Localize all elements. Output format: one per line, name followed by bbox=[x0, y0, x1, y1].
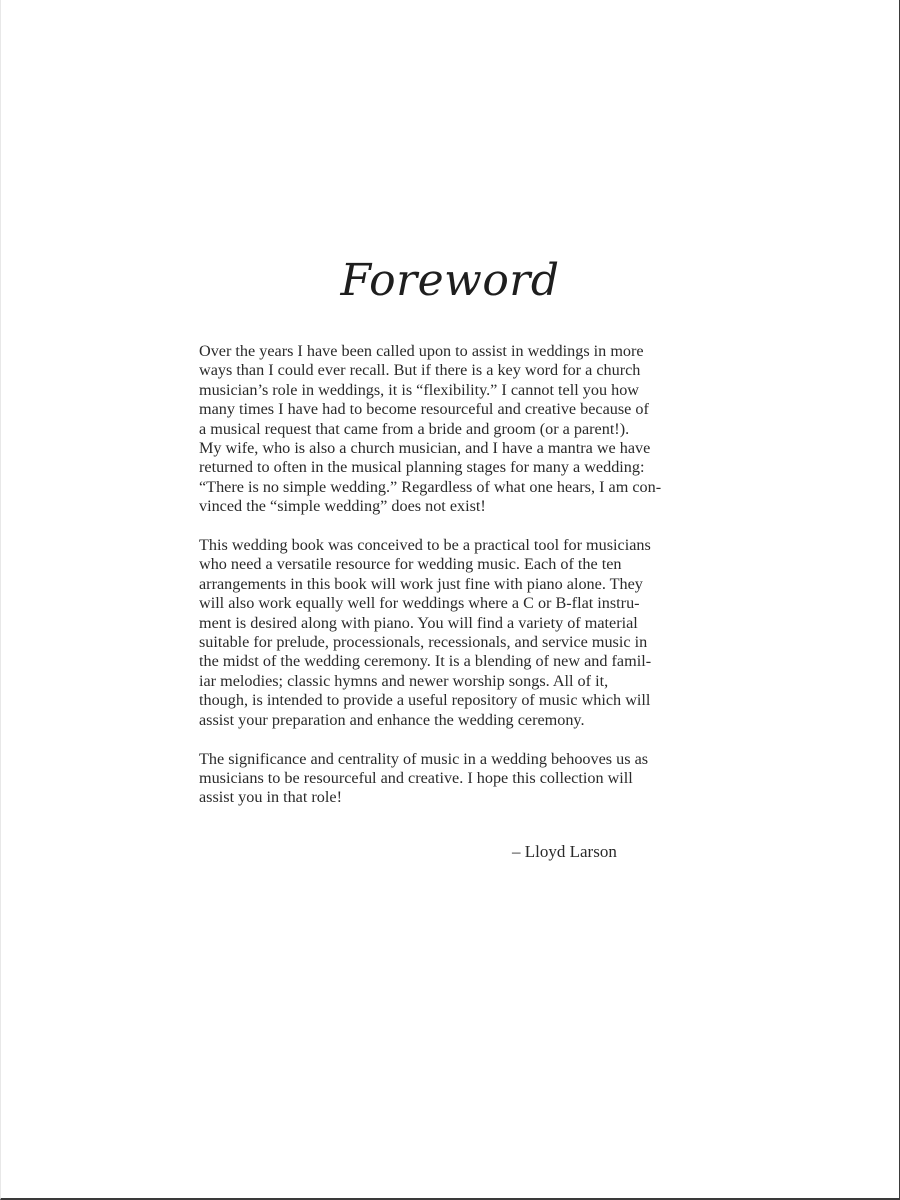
text-line: Over the years I have been called upon to assist in weddings in more bbox=[199, 342, 644, 360]
foreword-body bbox=[199, 342, 699, 827]
text-line: musician’s role in weddings, it is “flexibility.” I cannot tell you how bbox=[199, 380, 639, 399]
text-line: musicians to be resourceful and creative. I hope this collection will bbox=[199, 768, 633, 787]
text-line: though, is intended to provide a useful repository of music which will bbox=[199, 691, 651, 710]
text-line: who need a versatile resource for wedding music. Each of the ten bbox=[199, 555, 622, 574]
text-line: arrangements in this book will work just fine with piano alone. They bbox=[199, 574, 643, 593]
text-line: assist your preparation and enhance the wedding ceremony. bbox=[199, 710, 585, 729]
text-line: ment is desired along with piano. You will find a variety of material bbox=[199, 613, 638, 632]
text-line: The significance and centrality of music in a wedding behooves us as bbox=[199, 749, 649, 768]
paragraph-2 bbox=[199, 536, 699, 730]
text-line: assist you in that role! bbox=[199, 788, 342, 807]
text-line: the midst of the wedding ceremony. It is a blending of new and famil- bbox=[199, 652, 652, 671]
text-line: suitable for prelude, processionals, recessionals, and service music in bbox=[199, 633, 648, 652]
text-line: “There is no simple wedding.” Regardless of what one hears, I am con- bbox=[199, 477, 662, 496]
text-line: iar melodies; classic hymns and newer worship songs. All of it, bbox=[199, 671, 609, 690]
text-line: vinced the “simple wedding” does not exist! bbox=[199, 497, 486, 516]
paragraph-3 bbox=[199, 750, 699, 808]
page-title: Foreword bbox=[340, 255, 560, 306]
text-line: a musical request that came from a bride and groom (or a parent!). bbox=[199, 419, 630, 438]
text-line: My wife, who is also a church musician, and I have a mantra we have bbox=[199, 439, 651, 458]
text-line: returned to often in the musical planning stages for many a wedding: bbox=[199, 458, 645, 477]
text-line: will also work equally well for weddings where a C or B-flat instru- bbox=[199, 594, 640, 613]
paragraph-1 bbox=[199, 342, 699, 517]
text-line: many times I have had to become resourceful and creative because of bbox=[199, 400, 649, 419]
text-line: ways than I could ever recall. But if there is a key word for a church bbox=[199, 361, 641, 380]
author-signature: – Lloyd Larson bbox=[512, 842, 617, 861]
text-line: This wedding book was conceived to be a practical tool for musicians bbox=[199, 536, 651, 555]
